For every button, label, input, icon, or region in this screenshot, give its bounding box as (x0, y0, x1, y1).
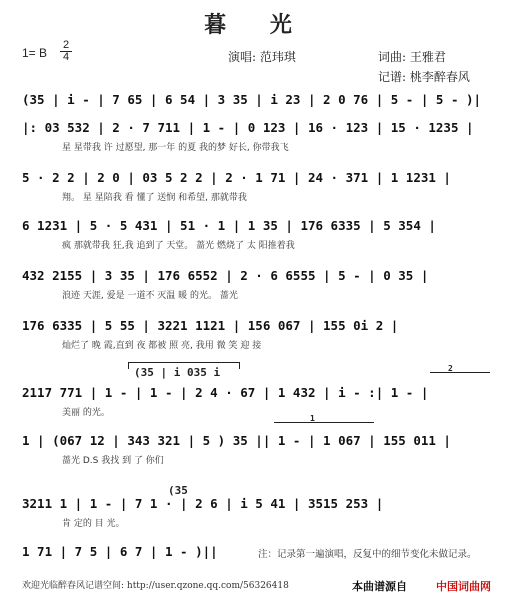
score-row-9-notes: 3211 1 | 1 - | 7 1 · | 2 6 | i 5 41 | 3515 253 | (22, 496, 384, 511)
row9-upper-voice: (35 (168, 484, 188, 497)
score-row-4-notes: 6 1231 | 5 · 5 431 | 51 · 1 | 1 35 | 176 6335 | 5 354 | (22, 218, 436, 233)
score-row-10-notes: 1 71 | 7 5 | 6 7 | 1 - )|| (22, 544, 218, 559)
key-signature: 1= B (22, 46, 48, 60)
singer-credit: 演唱: 范玮琪 (228, 50, 296, 64)
score-row-5-lyrics: 浪迹 天涯, 爱是 一道不 灭温 暖 的光。 蔷光 (62, 291, 238, 301)
footer-brand: 中国词曲网 (436, 580, 491, 593)
score-row-5-notes: 432 2155 | 3 35 | 176 6552 | 2 · 6 6555 | 5 - | 0 35 | (22, 268, 429, 283)
score-row-3-lyrics: 翔。 星 星陪我 看 懂了 送悯 和希望, 那就带我 (62, 193, 247, 203)
footer-source: 本曲谱源自 (352, 580, 407, 593)
score-row-6-lyrics: 灿烂了 晚 霞,直到 夜 都被 照 亮, 我用 微 笑 迎 接 (62, 341, 262, 351)
time-signature (60, 40, 72, 63)
volta-2-label: 2 (448, 364, 453, 373)
score-row-2-notes: |: 03 532 | 2 · 7 711 | 1 - | 0 123 | 16 · 123 | 15 · 1235 | (22, 120, 474, 135)
time-signature-top: 2 (60, 40, 72, 52)
score-row-6-notes: 176 6335 | 5 55 | 3221 1121 | 156 067 | 155 0i 2 | (22, 318, 399, 333)
score-row-8-lyrics: 蔷光 D.S 我找 到 了 你们 (62, 456, 164, 466)
volta-line-1 (274, 422, 374, 423)
time-signature-bottom: 4 (62, 51, 70, 63)
score-row-8-notes: 1 | (067 12 | 343 321 | 5 ) 35 || 1 - | 1 067 | 155 011 | (22, 433, 451, 448)
score-row-3-notes: 5 · 2 2 | 2 0 | 03 5 2 2 | 2 · 1 71 | 24 · 371 | 1 1231 | (22, 170, 451, 185)
row7-upper-bracket (128, 362, 240, 369)
transcription-note: 注：记录第一遍演唱，反复中的细节变化未做记录。 (258, 549, 477, 560)
score-row-7-lyrics: 美丽 的光。 (62, 408, 110, 418)
footer-welcome: 欢迎光临醉春风记谱空间: http://user.qzone.qq.com/56326418 (22, 581, 289, 591)
volta-line-2 (430, 372, 490, 373)
score-row-2-lyrics: 星 星带我 许 过愿望, 那一年 的夏 我的梦 好长, 你带我飞 (62, 143, 289, 153)
transcriber-credit: 记谱: 桃李醉春风 (378, 70, 470, 84)
composer-credit: 词曲: 王雅君 (378, 50, 446, 64)
score-row-4-lyrics: 疯 那就带我 狂,我 追到了 天堂。 蔷光 燃烧了 太 阳推着我 (62, 241, 295, 251)
page-title: 暮 光 (204, 12, 310, 38)
score-row-1-notes: (35 | i - | 7 65 | 6 54 | 3 35 | i 23 | 2 0 76 | 5 - | 5 - )| (22, 92, 482, 107)
score-row-9-lyrics: 肯 定的 目 光。 (62, 519, 125, 529)
score-row-7-notes: 2117 771 | 1 - | 1 - | 2 4 · 67 | 1 432 | i - :| 1 - | (22, 385, 429, 400)
volta-1-label: 1 (310, 414, 315, 423)
row7-upper-voice: (35 | i 035 i (134, 366, 221, 379)
